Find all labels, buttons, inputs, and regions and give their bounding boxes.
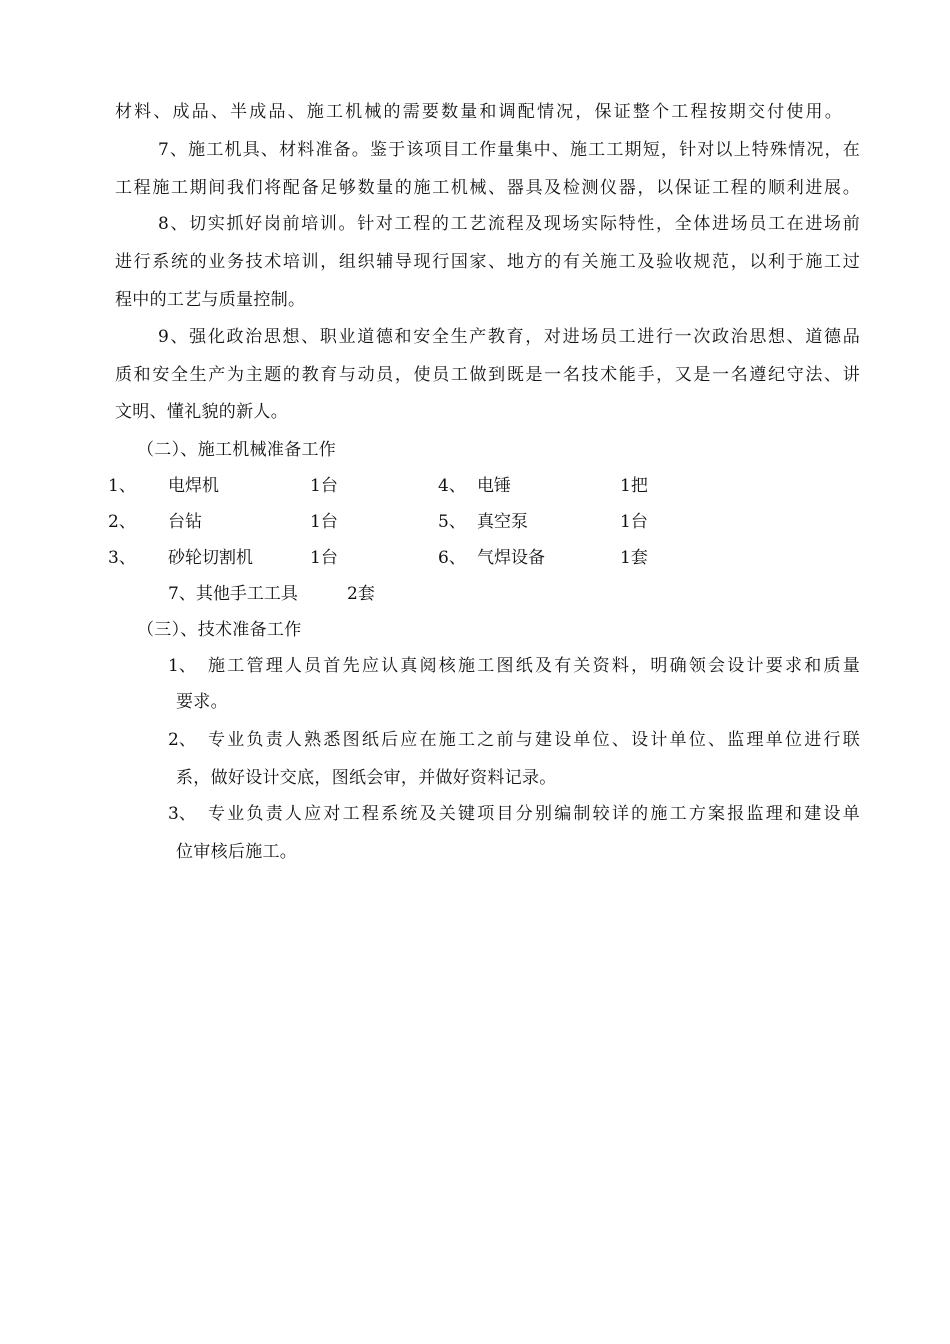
item-number: 5、 bbox=[438, 512, 466, 532]
list-item-line: 位审核后施工。 bbox=[176, 842, 298, 862]
item-name: 电锤 bbox=[477, 476, 511, 496]
item-quantity: 1台 bbox=[310, 476, 338, 496]
item-quantity: 1把 bbox=[620, 476, 648, 496]
paragraph-line: 文明、懂礼貌的新人。 bbox=[115, 402, 288, 422]
item-number: 3、 bbox=[168, 804, 196, 824]
list-item-line: 系，做好设计交底，图纸会审，并做好资料记录。 bbox=[176, 768, 557, 788]
item-name: 7、其他手工工具 bbox=[168, 584, 298, 604]
item-number: 1、 bbox=[168, 656, 196, 676]
item-name: 真空泵 bbox=[477, 512, 528, 532]
paragraph-line: 质和安全生产为主题的教育与动员，使员工做到既是一名技术能手，又是一名遵纪守法、讲 bbox=[115, 365, 860, 385]
section-heading-machinery: （二）、施工机械准备工作 bbox=[137, 440, 337, 460]
paragraph-line: 工程施工期间我们将配备足够数量的施工机械、器具及检测仪器，以保证工程的顺利进展。 bbox=[115, 178, 860, 198]
list-item-line: 专业负责人应对工程系统及关键项目分别编制较详的施工方案报监理和建设单 bbox=[208, 804, 860, 824]
list-item-line: 要求。 bbox=[176, 692, 228, 712]
list-item-line: 专业负责人熟悉图纸后应在施工之前与建设单位、设计单位、监理单位进行联 bbox=[208, 730, 860, 750]
item-number: 4、 bbox=[438, 476, 466, 496]
paragraph-line: 8、切实抓好岗前培训。针对工程的工艺流程及现场实际特性，全体进场员工在进场前 bbox=[158, 214, 860, 234]
item-number: 2、 bbox=[108, 512, 136, 532]
paragraph-line: 进行系统的业务技术培训，组织辅导现行国家、地方的有关施工及验收规范，以利于施工过 bbox=[115, 252, 860, 272]
item-number: 3、 bbox=[108, 548, 136, 568]
item-quantity: 2套 bbox=[347, 584, 375, 604]
item-quantity: 1台 bbox=[310, 512, 338, 532]
item-number: 6、 bbox=[438, 548, 466, 568]
section-heading-technical: （三）、技术准备工作 bbox=[137, 620, 302, 640]
item-quantity: 1套 bbox=[620, 548, 648, 568]
paragraph-line: 7、施工机具、材料准备。鉴于该项目工作量集中、施工工期短，针对以上特殊情况，在 bbox=[158, 140, 860, 160]
item-quantity: 1台 bbox=[310, 548, 338, 568]
item-name: 砂轮切割机 bbox=[168, 548, 253, 568]
item-number: 1、 bbox=[108, 476, 136, 496]
item-name: 电焊机 bbox=[168, 476, 219, 496]
list-item-line: 施工管理人员首先应认真阅核施工图纸及有关资料，明确领会设计要求和质量 bbox=[208, 656, 860, 676]
item-quantity: 1台 bbox=[620, 512, 648, 532]
item-name: 气焊设备 bbox=[477, 548, 545, 568]
item-number: 2、 bbox=[168, 730, 196, 750]
paragraph-line: 9、强化政治思想、职业道德和安全生产教育，对进场员工进行一次政治思想、道德品 bbox=[158, 327, 860, 347]
item-name: 台钻 bbox=[168, 512, 202, 532]
paragraph-line: 材料、成品、半成品、施工机械的需要数量和调配情况，保证整个工程按期交付使用。 bbox=[115, 102, 842, 122]
paragraph-line: 程中的工艺与质量控制。 bbox=[115, 290, 306, 310]
